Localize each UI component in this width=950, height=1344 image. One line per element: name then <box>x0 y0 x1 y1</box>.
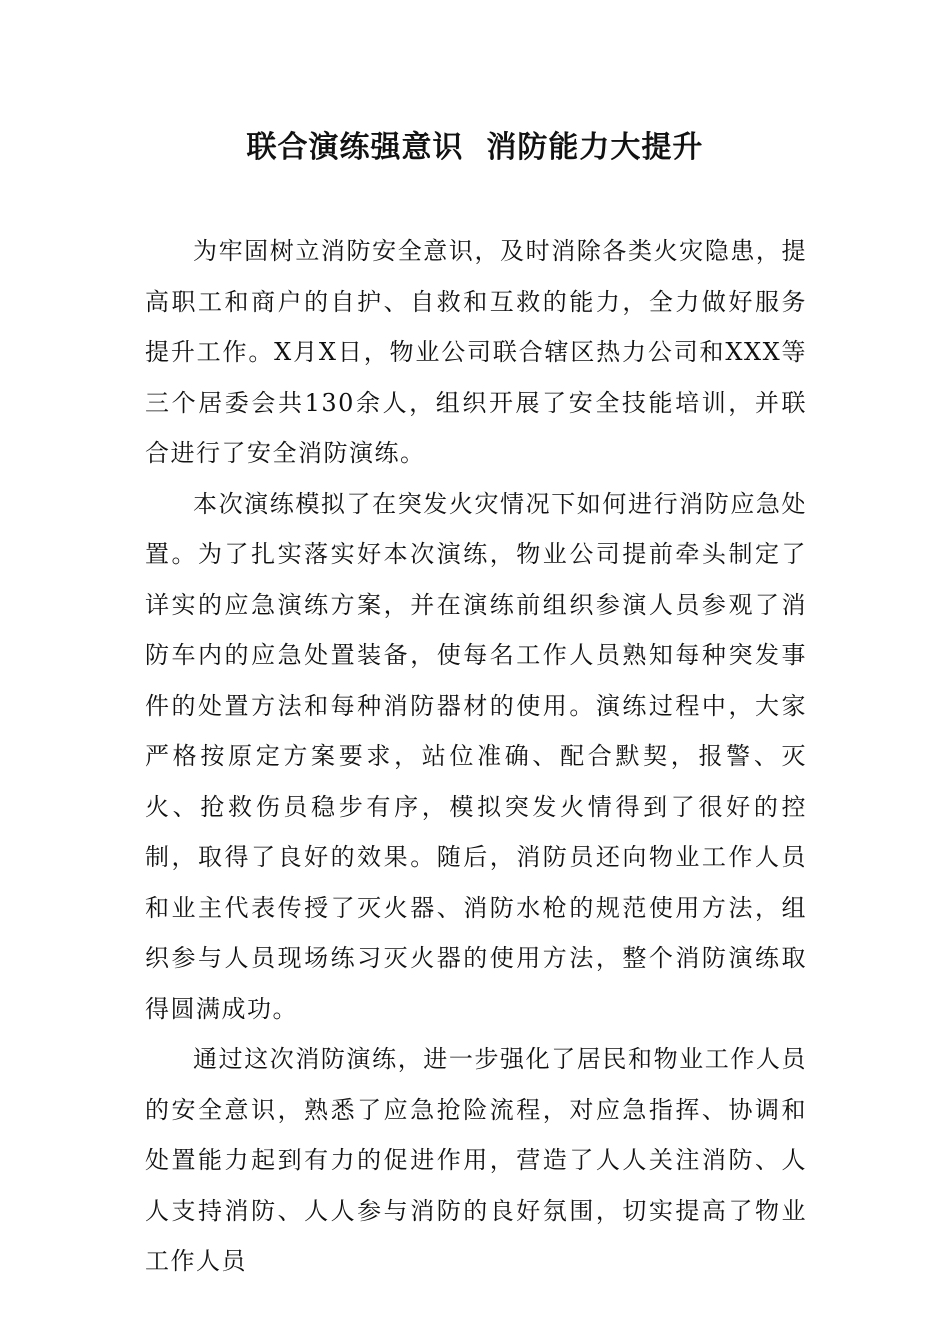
paragraph-3: 通过这次消防演练，进一步强化了居民和物业工作人员的安全意识，熟悉了应急抢险流程，对应急指挥、协调和处置能力起到有力的促进作用，营造了人人关注消防、人人支持消防、人人参与消防的良好氛围，切实提高了物业工作人员 <box>145 1045 807 1275</box>
document-body <box>145 226 807 1287</box>
paragraph-1: 为牢固树立消防安全意识，及时消除各类火灾隐患，提高职工和商户的自护、自救和互救的能力，全力做好服务提升工作。X月X日，物业公司联合辖区热力公司和XXX等三个居委会共130余人，组织开展了安全技能培训，并联合进行了安全消防演练。 <box>145 237 807 467</box>
paragraph-2: 本次演练模拟了在突发火灾情况下如何进行消防应急处置。为了扎实落实好本次演练，物业公司提前牵头制定了详实的应急演练方案，并在演练前组织参演人员参观了消防车内的应急处置装备，使每名工作人员熟知每种突发事件的处置方法和每种消防器材的使用。演练过程中，大家严格按原定方案要求，站位准确、配合默契，报警、灭火、抢救伤员稳步有序，模拟突发火情得到了很好的控制，取得了良好的效果。随后，消防员还向物业工作人员和业主代表传授了灭火器、消防水枪的规范使用方法，组织参与人员现场练习灭火器的使用方法，整个消防演练取得圆满成功。 <box>145 489 807 1023</box>
document-title: 联合演练强意识 消防能力大提升 <box>246 130 704 165</box>
